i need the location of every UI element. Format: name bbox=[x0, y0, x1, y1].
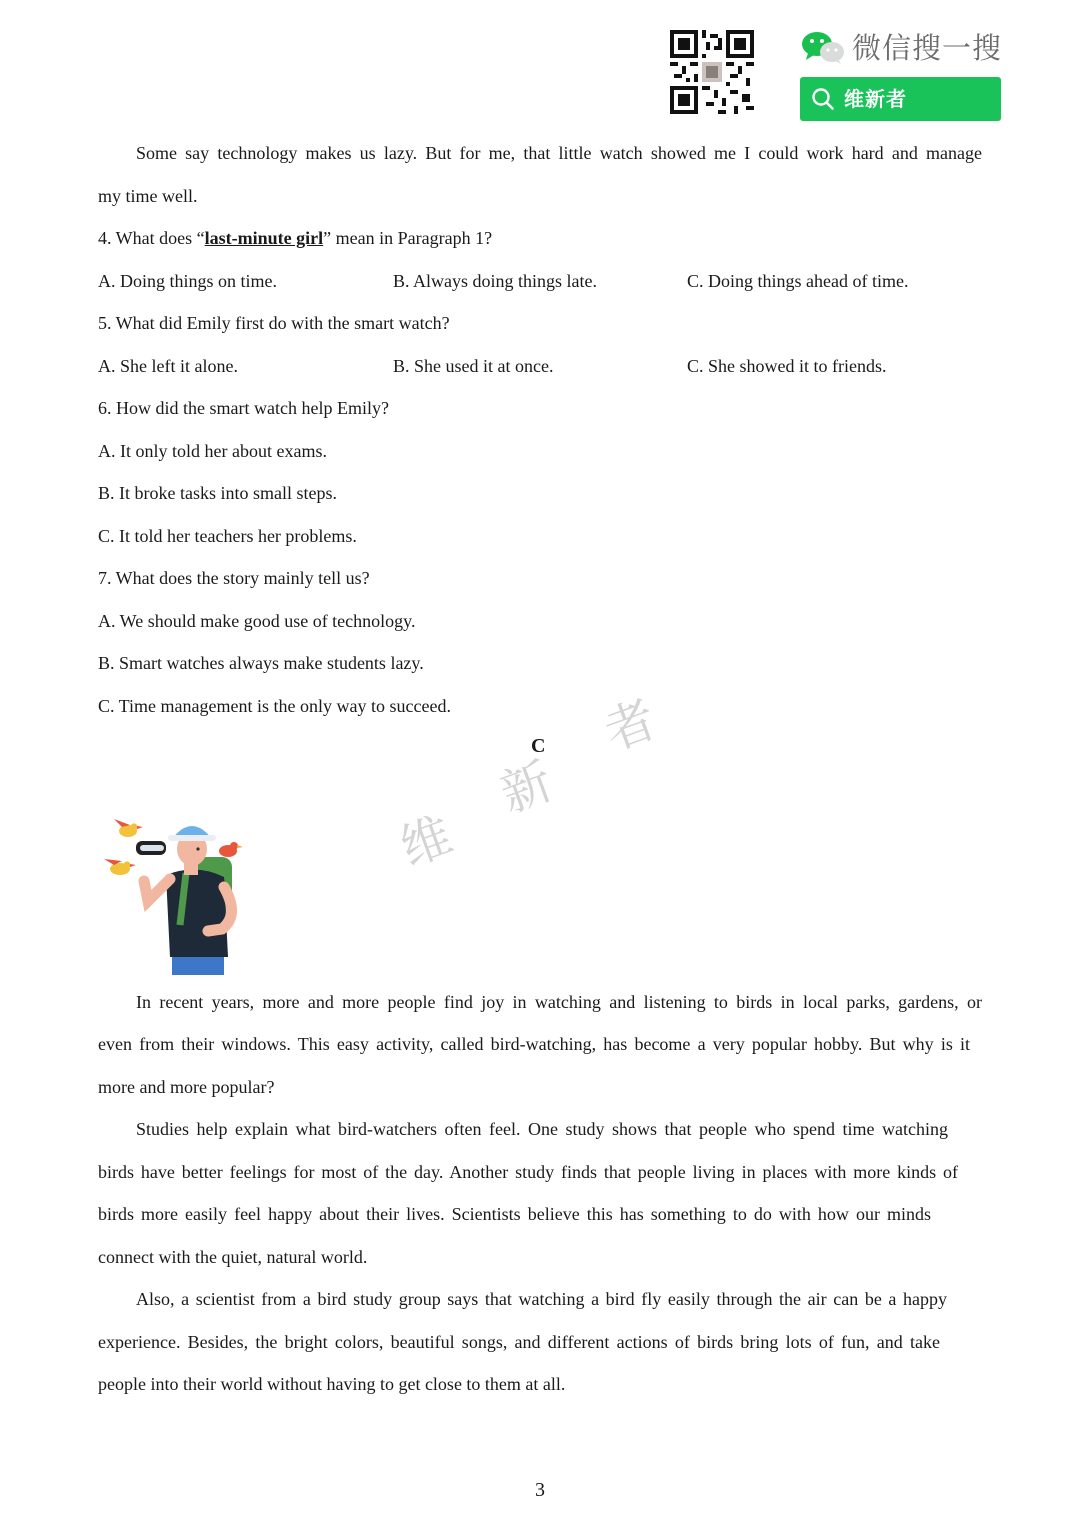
passage-line: Also, a scientist from a bird study group says that watching a bird fly easily through the air can be a happy bbox=[136, 1289, 947, 1309]
page-number: 3 bbox=[535, 1479, 545, 1501]
watermark-char: 新 bbox=[492, 751, 560, 824]
question-4-suffix: ” mean in Paragraph 1? bbox=[323, 228, 493, 248]
question-5: 5. What did Emily first do with the smart watch? bbox=[98, 313, 450, 333]
passage-line: birds more easily feel happy about their lives. Scientists believe this has something to do with how our minds bbox=[98, 1204, 931, 1224]
watermark-char: 者 bbox=[596, 689, 664, 762]
wechat-logo-icon bbox=[800, 30, 846, 66]
search-bar[interactable] bbox=[800, 77, 1001, 121]
passage-line: birds have better feelings for most of the day. Another study finds that people living in places with more kinds of bbox=[98, 1162, 958, 1182]
question-4-prefix: 4. What does “ bbox=[98, 228, 205, 248]
section-label: C bbox=[531, 735, 546, 757]
intro-line: my time well. bbox=[98, 186, 198, 206]
passage-line: connect with the quiet, natural world. bbox=[98, 1247, 368, 1267]
question-6-option-b: B. It broke tasks into small steps. bbox=[98, 483, 337, 503]
qr-code-icon bbox=[670, 30, 754, 114]
passage-line: even from their windows. This easy activity, called bird-watching, has become a very popular hobby. But why is it bbox=[98, 1034, 970, 1054]
wechat-search-brand bbox=[800, 28, 1005, 68]
question-5-option-b: B. She used it at once. bbox=[393, 356, 554, 376]
search-icon bbox=[811, 87, 835, 111]
question-4-term: last-minute girl bbox=[204, 228, 324, 248]
question-7-option-c: C. Time management is the only way to succeed. bbox=[98, 696, 451, 716]
question-6-option-c: C. It told her teachers her problems. bbox=[98, 526, 357, 546]
passage-line: Studies help explain what bird-watchers often feel. One study shows that people who spend time watching bbox=[136, 1119, 948, 1139]
question-4-option-c: C. Doing things ahead of time. bbox=[687, 271, 909, 291]
question-4-option-b: B. Always doing things late. bbox=[393, 271, 597, 291]
question-7-option-b: B. Smart watches always make students lazy. bbox=[98, 653, 424, 673]
brand-text: 微信搜一搜 bbox=[852, 31, 1003, 65]
question-5-option-c: C. She showed it to friends. bbox=[687, 356, 887, 376]
question-7-option-a: A. We should make good use of technology. bbox=[98, 611, 416, 631]
bird-watcher-illustration bbox=[100, 815, 260, 975]
question-7: 7. What does the story mainly tell us? bbox=[98, 568, 370, 588]
question-6-option-a: A. It only told her about exams. bbox=[98, 441, 327, 461]
passage-line: experience. Besides, the bright colors, beautiful songs, and different actions of birds bring lots of fun, and take bbox=[98, 1332, 940, 1352]
question-5-option-a: A. She left it alone. bbox=[98, 356, 238, 376]
passage-line: In recent years, more and more people find joy in watching and listening to birds in local parks, gardens, or bbox=[136, 992, 982, 1012]
passage-line: people into their world without having to get close to them at all. bbox=[98, 1374, 566, 1394]
watermark-char: 维 bbox=[392, 805, 460, 878]
question-4-option-a: A. Doing things on time. bbox=[98, 271, 277, 291]
search-text: 维新者 bbox=[844, 87, 907, 111]
question-6: 6. How did the smart watch help Emily? bbox=[98, 398, 389, 418]
intro-line: Some say technology makes us lazy. But for me, that little watch showed me I could work hard and manage bbox=[136, 143, 982, 163]
passage-line: more and more popular? bbox=[98, 1077, 275, 1097]
question-4 bbox=[98, 226, 492, 250]
